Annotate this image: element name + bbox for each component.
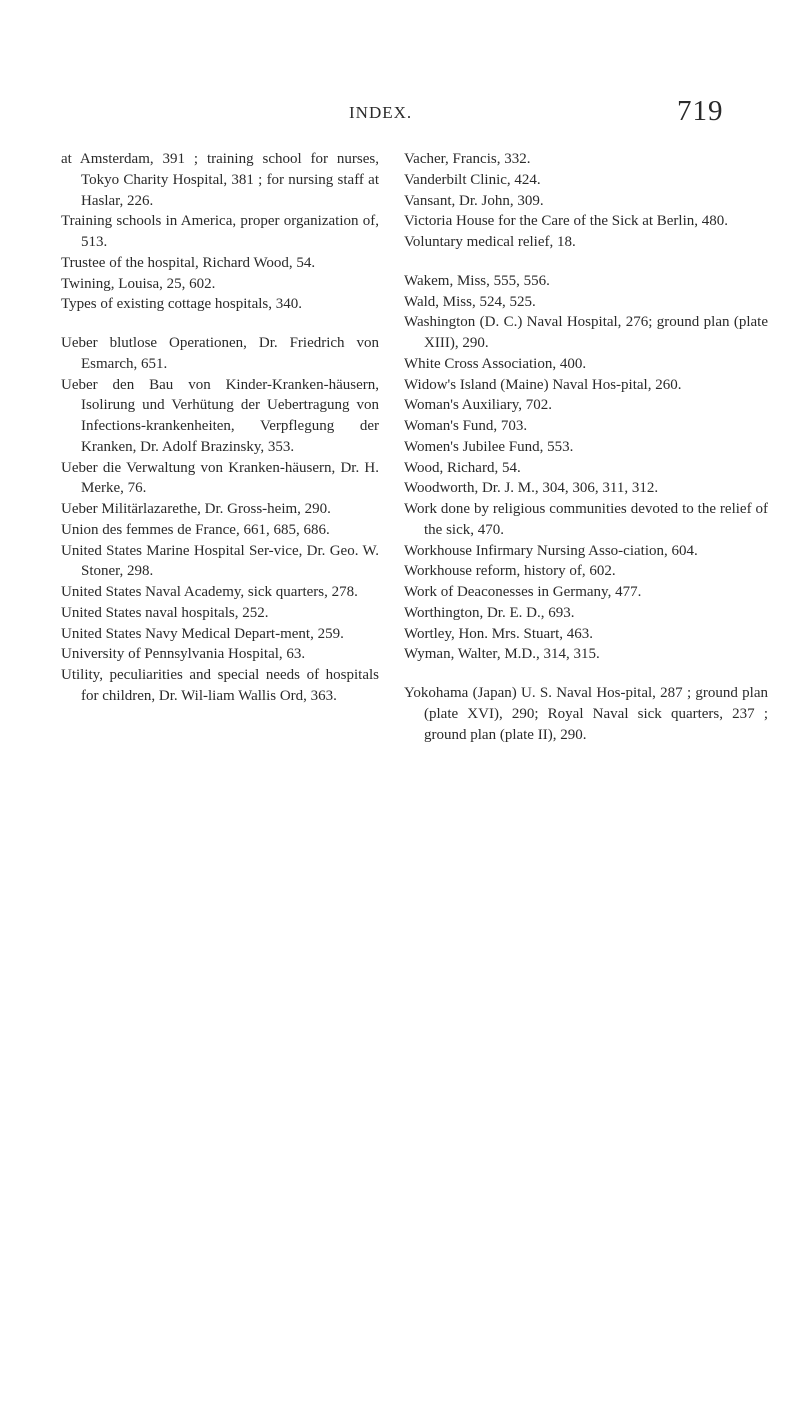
index-entry: Ueber Militärlazarethe, Dr. Gross-heim, 290. (61, 501, 331, 517)
index-entry: Vanderbilt Clinic, 424. (404, 171, 541, 188)
index-entry: Training schools in America, proper organization of, 513. (61, 213, 379, 250)
index-entry: Twining, Louisa, 25, 602. (61, 275, 216, 292)
index-entry: Voluntary medical relief, 18. (404, 234, 576, 250)
header-title: INDEX. (349, 103, 413, 122)
index-entry: Vansant, Dr. John, 309. (404, 192, 544, 209)
index-entry: Vacher, Francis, 332. (404, 151, 531, 167)
index-entry: Women's Jubilee Fund, 553. (404, 438, 574, 455)
index-entry: White Cross Association, 400. (404, 355, 587, 372)
index-entry: Wyman, Walter, M.D., 314, 315. (404, 646, 600, 663)
index-entry: Wood, Richard, 54. (404, 459, 521, 476)
index-entry: Workhouse Infirmary Nursing Asso-ciation, 604. (404, 542, 698, 559)
index-entry: Ueber blutlose Operationen, Dr. Friedrich von Esmarch, 651. (61, 335, 379, 372)
index-entry: Work of Deaconesses in Germany, 477. (404, 584, 642, 600)
index-entry: Woodworth, Dr. J. M., 304, 306, 311, 312. (404, 480, 659, 497)
index-entry: Yokohama (Japan) U. S. Naval Hos-pital, 287 ; ground plan (plate XVI), 290; Royal Naval sick quarters, 237 ; ground plan (plate II), 290. (404, 685, 768, 743)
index-entry: University of Pennsylvania Hospital, 63. (61, 646, 306, 663)
index-entry: Widow's Island (Maine) Naval Hos-pital, 260. (404, 376, 682, 393)
index-entry: Wortley, Hon. Mrs. Stuart, 463. (404, 625, 594, 642)
index-entry: Wald, Miss, 524, 525. (404, 293, 536, 310)
index-entry: Work done by religious communities devoted to the relief of the sick, 470. (404, 501, 768, 538)
index-entry: Utility, peculiarities and special needs of hospitals for children, Dr. Wil-liam Wallis Ord, 363. (61, 667, 379, 704)
index-entry: Victoria House for the Care of the Sick at Berlin, 480. (404, 213, 729, 230)
index-entry: Ueber den Bau von Kinder-Kranken-häusern, Isolirung und Verhütung der Uebertragung von Infections-krankenheiten, Verpflegung der Kranken, Dr. Adolf Brazinsky, 353. (61, 376, 379, 455)
index-entry: Woman's Auxiliary, 702. (404, 397, 553, 414)
index-entry: Union des femmes de France, 661, 685, 686. (61, 521, 330, 538)
index-entry: United States Navy Medical Depart-ment, 259. (61, 625, 344, 642)
index-entry: Types of existing cottage hospitals, 340. (61, 296, 302, 313)
index-entry: Worthington, Dr. E. D., 693. (404, 604, 575, 621)
index-column-left (61, 149, 379, 707)
index-entry: Workhouse reform, history of, 602. (404, 563, 616, 580)
index-entry: at Amsterdam, 391 ; training school for nurses, Tokyo Charity Hospital, 381 ; for nursing staff at Haslar, 226. (61, 151, 379, 209)
page-number: 719 (677, 95, 724, 127)
index-entry: United States Marine Hospital Ser-vice, Dr. Geo. W. Stoner, 298. (61, 542, 379, 580)
index-entry: Woman's Fund, 703. (404, 418, 528, 434)
index-entry: United States Naval Academy, sick quarters, 278. (61, 584, 358, 600)
index-entry: Ueber die Verwaltung von Kranken-häusern, Dr. H. Merke, 76. (61, 459, 379, 497)
index-entry: Washington (D. C.) Naval Hospital, 276; ground plan (plate XIII), 290. (404, 314, 768, 351)
index-entry: Wakem, Miss, 555, 556. (404, 272, 550, 289)
index-column-right (404, 149, 768, 745)
index-entry: United States naval hospitals, 252. (61, 604, 269, 621)
index-entry: Trustee of the hospital, Richard Wood, 54. (61, 254, 316, 271)
page-header (0, 95, 800, 135)
